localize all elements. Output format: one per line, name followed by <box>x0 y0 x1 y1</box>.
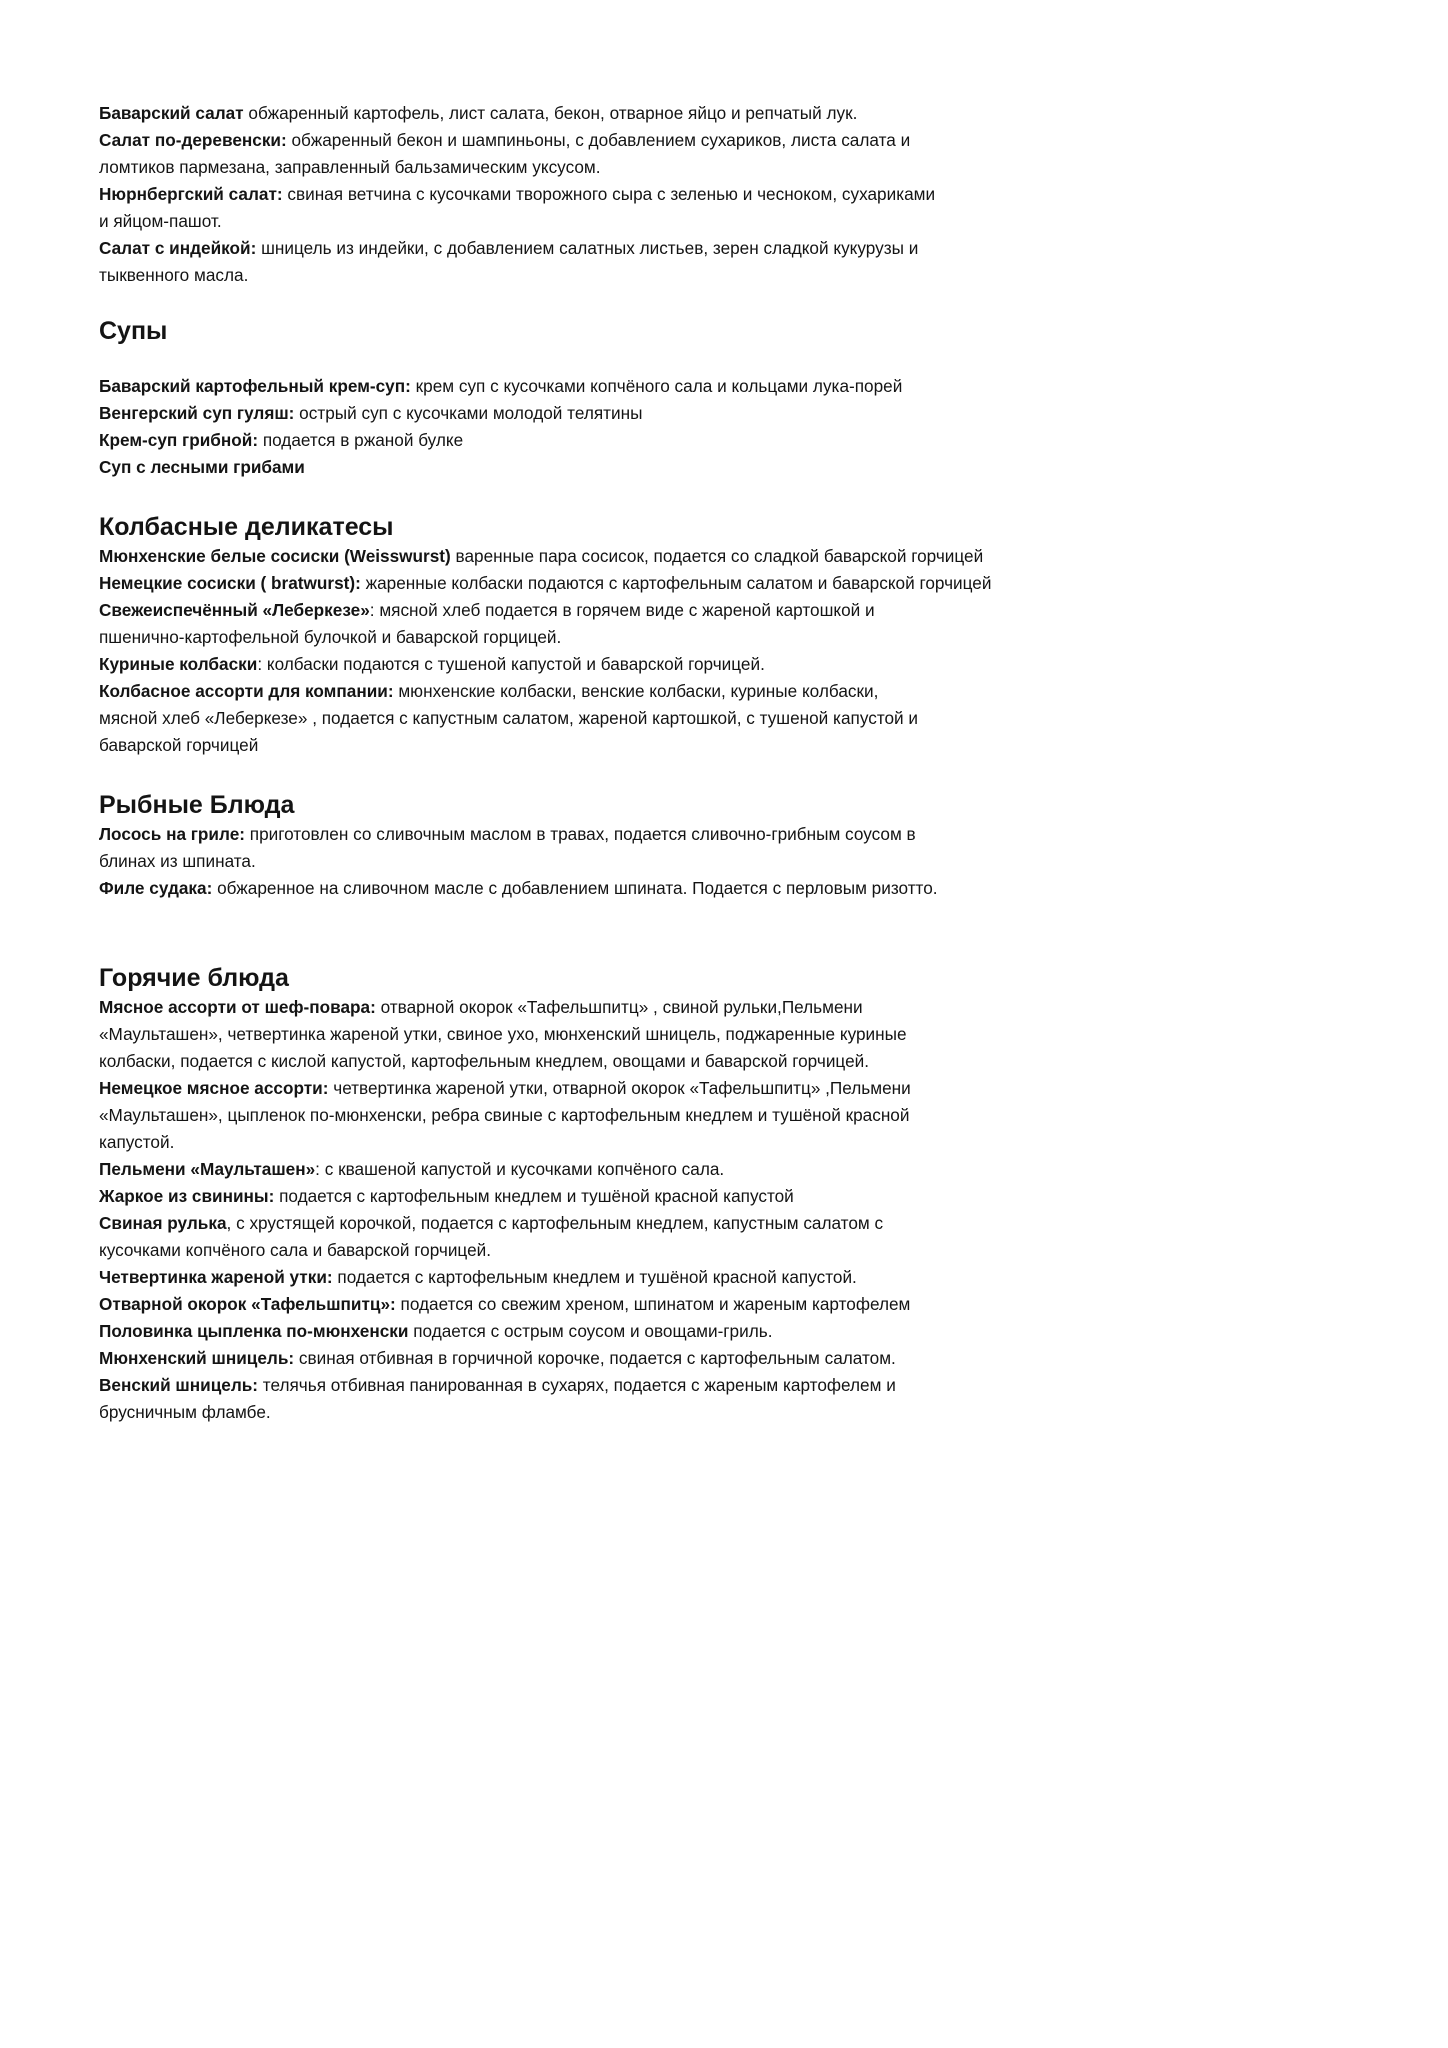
item-name: Колбасное ассорти для компании: <box>99 681 394 701</box>
item-description: обжаренный бекон и шампиньоны, с добавлением сухариков, листа салата и <box>286 130 911 150</box>
section-heading-soups: Супы <box>99 317 168 345</box>
menu-item-sausage-assortment-cont <box>99 732 1019 759</box>
item-description: : мясной хлеб подается в горячем виде с жареной картошкой и <box>369 600 875 620</box>
fish-section <box>99 821 1019 902</box>
menu-item-nuremberg-salad-cont <box>99 208 1019 235</box>
item-name: Венский шницель: <box>99 1375 259 1395</box>
item-description: телячья отбивная панированная в сухарях, подается с жареным картофелем и <box>258 1375 896 1395</box>
item-description: подается с картофельным кнедлем и тушёной красной капустой. <box>332 1267 857 1287</box>
item-description: блинах из шпината. <box>99 851 256 871</box>
item-name: Немецкое мясное ассорти: <box>99 1078 329 1098</box>
item-description: кусочками копчёного сала и баварской горчицей. <box>99 1240 492 1260</box>
menu-item-munich-white-sausages <box>99 543 1019 570</box>
menu-item-half-chicken <box>99 1318 1019 1345</box>
item-name: Отварной окорок «Тафельшпитц»: <box>99 1294 396 1314</box>
menu-item-pork-roast <box>99 1183 1019 1210</box>
item-name: Мясное ассорти от шеф-повара: <box>99 997 376 1017</box>
item-description: брусничным фламбе. <box>99 1402 271 1422</box>
menu-item-zander-fillet <box>99 875 1019 902</box>
item-name: Немецкие сосиски ( bratwurst): <box>99 573 361 593</box>
menu-item-bavarian-salad <box>99 100 1019 127</box>
menu-item-chef-meat-platter-cont <box>99 1048 1019 1075</box>
menu-item-village-salad <box>99 127 1019 154</box>
section-heading-sausages: Колбасные деликатесы <box>99 513 394 541</box>
item-description: «Маульташен», цыпленок по-мюнхенски, ребра свиные с картофельным кнедлем и тушёной красной <box>99 1105 910 1125</box>
item-name: Баварский салат <box>99 103 244 123</box>
item-description: свиная ветчина с кусочками творожного сыра с зеленью и чесноком, сухариками <box>282 184 936 204</box>
item-name: Мюнхенский шницель: <box>99 1348 295 1368</box>
menu-item-village-salad-cont <box>99 154 1019 181</box>
menu-item-leberkase <box>99 597 1019 624</box>
menu-item-soup <box>99 454 1019 481</box>
menu-item-vienna-schnitzel <box>99 1372 1019 1399</box>
item-name: Жаркое из свинины: <box>99 1186 275 1206</box>
item-description: приготовлен со сливочным маслом в травах, подается сливочно-грибным соусом в <box>244 824 916 844</box>
item-name: Свежеиспечённый «Леберкезе» <box>99 600 370 620</box>
item-description: колбаски, подается с кислой капустой, картофельным кнедлем, овощами и баварской горчицей. <box>99 1051 870 1071</box>
menu-item-munich-schnitzel <box>99 1345 1019 1372</box>
menu-item-turkey-salad <box>99 235 1019 262</box>
menu-item-chef-meat-platter-cont <box>99 1021 1019 1048</box>
item-name: Баварский картофельный крем-суп: <box>99 376 411 396</box>
hot-dishes-section <box>99 994 1019 1426</box>
item-description: подается в ржаной булке <box>258 430 464 450</box>
menu-item-pork-knuckle <box>99 1210 1019 1237</box>
item-description: и яйцом-пашот. <box>99 211 222 231</box>
item-description: , с хрустящей корочкой, подается с картофельным кнедлем, капустным салатом с <box>226 1213 884 1233</box>
item-description: капустой. <box>99 1132 175 1152</box>
item-name: Салат с индейкой: <box>99 238 257 258</box>
item-name: Венгерский суп гуляш: <box>99 403 295 423</box>
item-name: Лосось на гриле: <box>99 824 245 844</box>
item-description: ломтиков пармезана, заправленный бальзамическим уксусом. <box>99 157 601 177</box>
item-name: Пельмени «Маульташен» <box>99 1159 316 1179</box>
item-description: шницель из индейки, с добавлением салатных листьев, зерен сладкой кукурузы и <box>256 238 919 258</box>
item-name: Свиная рулька <box>99 1213 227 1233</box>
item-description: свиная отбивная в горчичной корочке, подается с картофельным салатом. <box>294 1348 896 1368</box>
item-description: острый суп с кусочками молодой телятины <box>294 403 643 423</box>
menu-item-chicken-sausages <box>99 651 1019 678</box>
item-description: подается с острым соусом и овощами-гриль. <box>408 1321 773 1341</box>
menu-item-chef-meat-platter <box>99 994 1019 1021</box>
item-description: пшенично-картофельной булочкой и баварской горцицей. <box>99 627 562 647</box>
soups-section <box>99 373 1019 481</box>
item-description: подается со свежим хреном, шпинатом и жареным картофелем <box>395 1294 911 1314</box>
item-name: Филе судака: <box>99 878 213 898</box>
item-description: отварной окорок «Тафельшпитц» , свиной рульки,Пельмени <box>375 997 863 1017</box>
menu-item-leberkase-cont <box>99 624 1019 651</box>
item-name: Нюрнбергский салат: <box>99 184 283 204</box>
item-description: подается с картофельным кнедлем и тушёной красной капустой <box>274 1186 794 1206</box>
item-description: мясной хлеб «Леберкезе» , подается с капустным салатом, жареной картошкой, с тушеной капустой и <box>99 708 919 728</box>
item-description: обжаренное на сливочном масле с добавлением шпината. Подается с перловым ризотто. <box>212 878 938 898</box>
item-description: варенные пара сосисок, подается со сладкой баварской горчицей <box>450 546 984 566</box>
menu-item-soup <box>99 427 1019 454</box>
menu-item-german-meat-platter <box>99 1075 1019 1102</box>
menu-item-sausage-assortment-cont <box>99 705 1019 732</box>
salads-section <box>99 100 1019 289</box>
menu-page <box>99 100 1019 1426</box>
item-name: Половинка цыпленка по-мюнхенски <box>99 1321 409 1341</box>
menu-item-roast-duck <box>99 1264 1019 1291</box>
item-description: : колбаски подаются с тушеной капустой и баварской горчицей. <box>257 654 765 674</box>
menu-item-nuremberg-salad <box>99 181 1019 208</box>
section-heading-hot-dishes: Горячие блюда <box>99 964 289 992</box>
menu-item-grilled-salmon <box>99 821 1019 848</box>
item-name: Салат по-деревенски: <box>99 130 287 150</box>
item-name: Крем-суп грибной: <box>99 430 259 450</box>
item-description: мюнхенские колбаски, венские колбаски, куриные колбаски, <box>393 681 879 701</box>
item-description: крем суп с кусочками копчёного сала и кольцами лука-порей <box>410 376 903 396</box>
item-description: четвертинка жареной утки, отварной окорок «Тафельшпитц» ,Пельмени <box>328 1078 911 1098</box>
item-name: Четвертинка жареной утки: <box>99 1267 333 1287</box>
item-description: «Маульташен», четвертинка жареной утки, свиное ухо, мюнхенский шницель, поджаренные куриные <box>99 1024 907 1044</box>
menu-item-tafelspitz <box>99 1291 1019 1318</box>
item-description: тыквенного масла. <box>99 265 249 285</box>
item-name: Мюнхенские белые сосиски (Weisswurst) <box>99 546 451 566</box>
menu-item-german-meat-platter-cont <box>99 1102 1019 1129</box>
menu-item-turkey-salad-cont <box>99 262 1019 289</box>
menu-item-grilled-salmon-cont <box>99 848 1019 875</box>
sausages-section <box>99 543 1019 759</box>
item-name: Куриные колбаски <box>99 654 258 674</box>
menu-item-soup <box>99 373 1019 400</box>
item-description: : с квашеной капустой и кусочками копчёного сала. <box>315 1159 725 1179</box>
menu-item-vienna-schnitzel-cont <box>99 1399 1019 1426</box>
menu-item-soup <box>99 400 1019 427</box>
menu-item-sausage-assortment <box>99 678 1019 705</box>
item-description: обжаренный картофель, лист салата, бекон, отварное яйцо и репчатый лук. <box>243 103 858 123</box>
menu-item-german-meat-platter-cont <box>99 1129 1019 1156</box>
item-description: баварской горчицей <box>99 735 259 755</box>
item-name: Суп с лесными грибами <box>99 457 305 477</box>
menu-item-maultaschen <box>99 1156 1019 1183</box>
menu-item-german-sausages <box>99 570 1019 597</box>
section-heading-fish: Рыбные Блюда <box>99 791 295 819</box>
item-description: жаренные колбаски подаются с картофельным салатом и баварской горчицей <box>360 573 992 593</box>
menu-item-pork-knuckle-cont <box>99 1237 1019 1264</box>
